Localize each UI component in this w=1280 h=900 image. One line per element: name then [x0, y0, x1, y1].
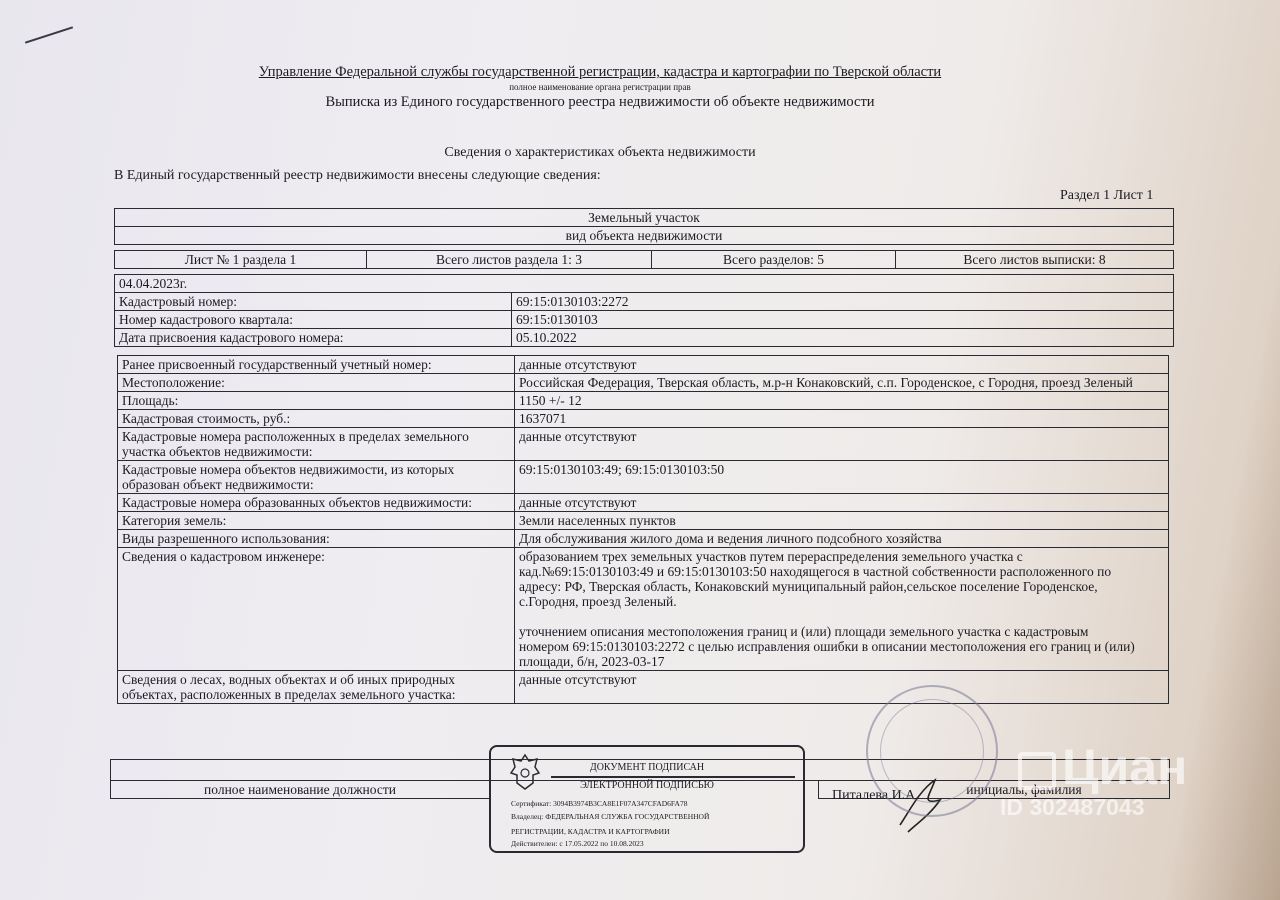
cadastral-table	[114, 274, 1174, 347]
stamp-title: ДОКУМЕНТ ПОДПИСАН	[589, 762, 705, 773]
object-type-table	[114, 208, 1174, 245]
field-value: образованием трех земельных участков путем перераспределения земельного участка с кад.№69:15:0130103:49 и 69:15:0130103:50 находящегося в частной собственности расположенного по адресу: РФ, Тверская область, Конаковский муниципальный район,сельское поселение Городенское, с.Городня, проезд Зеленый. уточнением описания местоположения границ и (или) площади земельного участка с кадастровым номером 69:15:0130103:2272 с целью исправления ошибки в описании местоположения его границ и (или) площади, б/н, 2023-03-17	[515, 548, 1169, 671]
field-label: Сведения о кадастровом инженере:	[118, 548, 515, 671]
document-title: Выписка из Единого государственного реестра недвижимости об объекте недвижимости	[325, 94, 875, 110]
sheet-info-table	[114, 250, 1174, 269]
field-value: 1637071	[515, 410, 1169, 428]
field-value: данные отсутствуют	[515, 494, 1169, 512]
object-type: Земельный участок	[115, 209, 1174, 227]
stamp-subtitle: ЭЛЕКТРОННОЙ ПОДПИСЬЮ	[580, 780, 714, 791]
watermark-id: ID 302487043	[1000, 794, 1145, 820]
extract-date: 04.04.2023г.	[115, 275, 1174, 293]
field-label: Категория земель:	[118, 512, 515, 530]
field-label: Кадастровые номера расположенных в пределах земельного участка объектов недвижимости:	[118, 428, 515, 461]
section-reference: Раздел 1 Лист 1	[1060, 188, 1154, 203]
table-row	[115, 329, 1174, 347]
table-row	[118, 548, 1169, 671]
field-label: Номер кадастрового квартала:	[115, 311, 512, 329]
table-row	[118, 356, 1169, 374]
table-row	[115, 311, 1174, 329]
position-caption: полное наименование должности	[111, 781, 490, 799]
section-sheets-total: Всего листов раздела 1: 3	[367, 251, 652, 269]
table-row	[118, 512, 1169, 530]
cian-logo-icon	[1018, 752, 1056, 790]
sheet-number: Лист № 1 раздела 1	[115, 251, 367, 269]
field-label: Сведения о лесах, водных объектах и об иных природных объектах, расположенных в пределах земельного участка:	[118, 671, 515, 704]
table-row	[118, 530, 1169, 548]
field-label: Кадастровые номера объектов недвижимости, из которых образован объект недвижимости:	[118, 461, 515, 494]
field-value: 69:15:0130103	[512, 311, 1174, 329]
characteristics-table	[117, 355, 1169, 704]
table-row	[118, 392, 1169, 410]
authority-name: Управление Федеральной службы государственной регистрации, кадастра и картографии по Тверской области	[258, 64, 942, 80]
table-row	[118, 374, 1169, 392]
intro-text: В Единый государственный реестр недвижимости внесены следующие сведения:	[114, 168, 601, 183]
stamp-divider	[551, 776, 795, 778]
field-label: Кадастровая стоимость, руб.:	[118, 410, 515, 428]
sections-total: Всего разделов: 5	[652, 251, 896, 269]
table-row	[118, 410, 1169, 428]
table-row	[118, 461, 1169, 494]
stamp-owner-line2: РЕГИСТРАЦИИ, КАДАСТРА И КАРТОГРАФИИ	[511, 827, 670, 836]
stamp-certificate: Сертификат: 3094B3974B3CA8E1F07A347CFAD6FA78	[511, 799, 688, 808]
initials-caption: инициалы, фамилия	[819, 781, 1170, 799]
field-label: Площадь:	[118, 392, 515, 410]
pen-mark	[25, 26, 73, 43]
field-value: данные отсутствуют	[515, 428, 1169, 461]
field-value: 1150 +/- 12	[515, 392, 1169, 410]
object-type-caption: вид объекта недвижимости	[115, 227, 1174, 245]
table-row	[115, 293, 1174, 311]
watermark-brand: Циан	[1018, 738, 1187, 796]
authority-caption: полное наименование органа регистрации прав	[509, 82, 691, 92]
stamp-validity: Действителен: с 17.05.2022 по 10.08.2023	[511, 839, 644, 848]
field-label: Виды разрешенного использования:	[118, 530, 515, 548]
table-row	[118, 428, 1169, 461]
signer-name: Питалева И.А.	[832, 788, 919, 803]
field-value: 05.10.2022	[512, 329, 1174, 347]
table-row	[118, 494, 1169, 512]
field-value: Для обслуживания жилого дома и ведения личного подсобного хозяйства	[515, 530, 1169, 548]
field-label: Кадастровые номера образованных объектов недвижимости:	[118, 494, 515, 512]
extract-sheets-total: Всего листов выписки: 8	[896, 251, 1174, 269]
field-value: Российская Федерация, Тверская область, м.р-н Конаковский, с.п. Городенское, с Городня, проезд Зеленый	[515, 374, 1169, 392]
field-value: 69:15:0130103:2272	[512, 293, 1174, 311]
table-row	[118, 671, 1169, 704]
e-signature-stamp	[489, 745, 805, 853]
field-value: 69:15:0130103:49; 69:15:0130103:50	[515, 461, 1169, 494]
field-value: Земли населенных пунктов	[515, 512, 1169, 530]
section-title: Сведения о характеристиках объекта недвижимости	[444, 145, 756, 160]
field-label: Дата присвоения кадастрового номера:	[115, 329, 512, 347]
field-value: данные отсутствуют	[515, 671, 1169, 704]
field-label: Местоположение:	[118, 374, 515, 392]
stamp-owner-line1: Владелец: ФЕДЕРАЛЬНАЯ СЛУЖБА ГОСУДАРСТВЕННОЙ	[511, 812, 710, 821]
field-label: Ранее присвоенный государственный учетный номер:	[118, 356, 515, 374]
field-value: данные отсутствуют	[515, 356, 1169, 374]
field-label: Кадастровый номер:	[115, 293, 512, 311]
